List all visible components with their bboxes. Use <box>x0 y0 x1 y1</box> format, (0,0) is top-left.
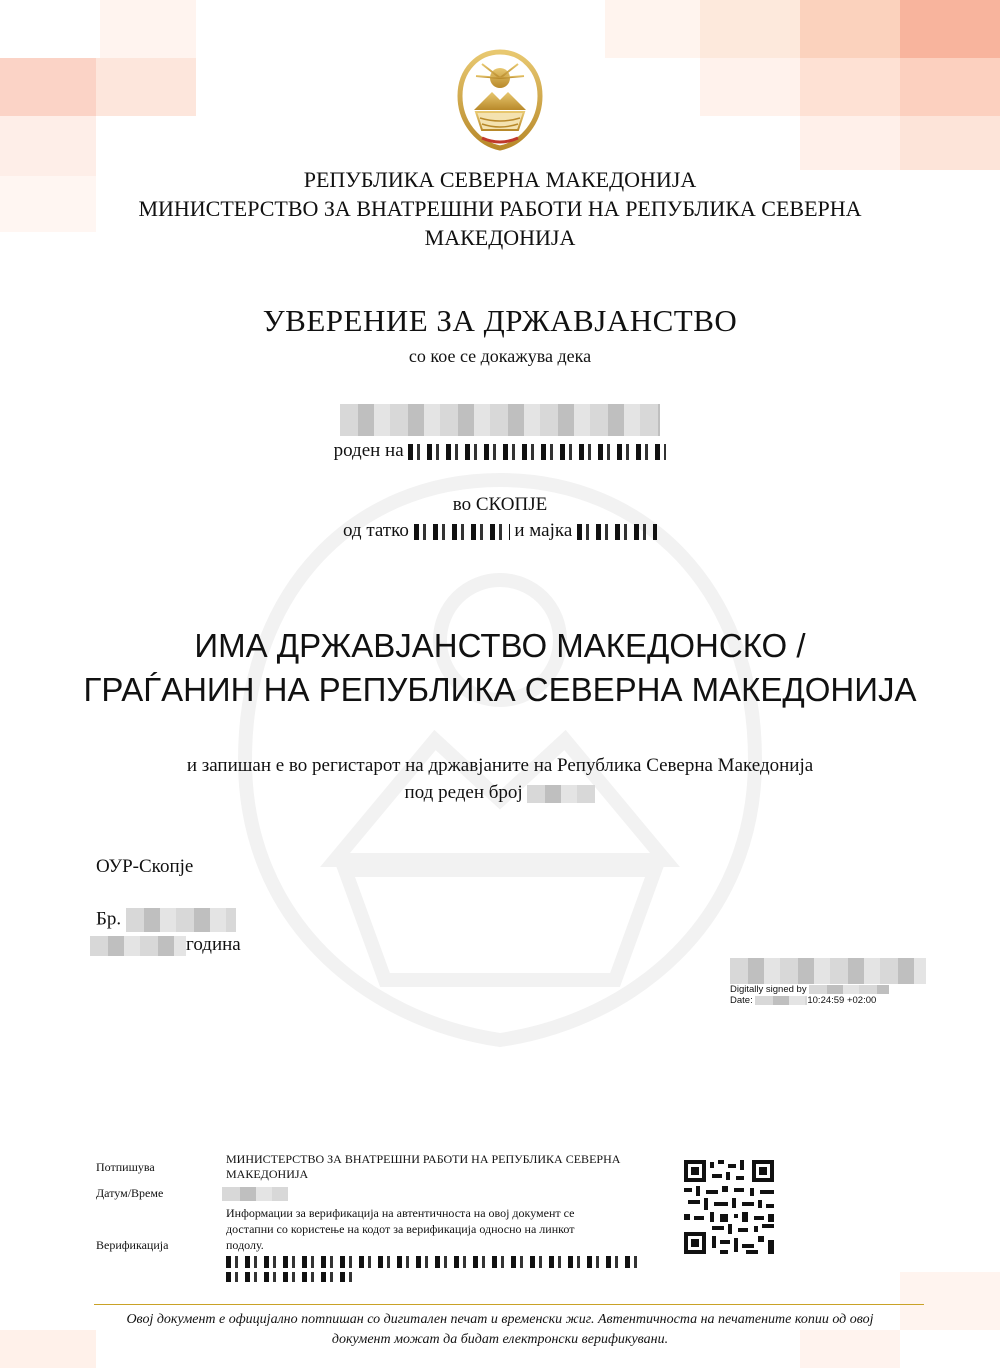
redacted-date <box>90 936 186 956</box>
signed-by-label: Digitally signed by <box>730 984 807 995</box>
redacted-mother <box>577 524 657 540</box>
main-statement-line2: ГРАЃАНИН НА РЕПУБЛИКА СЕВЕРНА МАКЕДОНИЈА <box>83 671 917 708</box>
qr-code-icon[interactable] <box>684 1160 774 1254</box>
verification-info <box>226 1205 656 1253</box>
verification-link[interactable] <box>226 1256 640 1268</box>
registry-number-label: под реден број <box>404 782 523 803</box>
verification-info-line3: подолу. <box>226 1238 264 1252</box>
footer-notice-line2: документ можат да бидат електронски верификувани. <box>331 1332 669 1347</box>
footer-signer-line2: МАКЕДОНИЈА <box>226 1167 309 1181</box>
signed-by-line <box>730 984 926 995</box>
footer-signer-line1: МИНИСТЕРСТВО ЗА ВНАТРЕШНИ РАБОТИ НА РЕПУБЛИКА СЕВЕРНА <box>226 1152 621 1166</box>
office-name: ОУР-Скопје <box>96 856 194 877</box>
document-title: УВЕРЕНИЕ ЗА ДРЖАВЈАНСТВО <box>262 303 738 338</box>
redacted-signature-date <box>755 996 807 1005</box>
year-label: година <box>186 934 241 955</box>
redacted-signer-name <box>809 985 889 994</box>
verification-label: Верификација <box>96 1238 169 1252</box>
signature-date-label: Date: <box>730 995 753 1006</box>
redacted-footer-datetime <box>222 1187 288 1201</box>
born-on-label: роден на <box>333 440 404 461</box>
digital-signature <box>730 958 926 1006</box>
birthplace: во СКОПЈЕ <box>452 494 548 515</box>
verification-info-line1: Информации за верификација на автентичноста на овој документ се <box>226 1206 575 1220</box>
document-subtitle: со кое се докажува дека <box>408 346 592 366</box>
redacted-father <box>414 524 510 540</box>
registry-info <box>0 752 1000 806</box>
main-statement-line1: ИМА ДРЖАВЈАНСТВО МАКЕДОНСКО / <box>194 627 806 664</box>
redacted-name <box>340 404 660 436</box>
verification-link-cont[interactable] <box>226 1272 358 1282</box>
registry-line2 <box>0 779 1000 806</box>
mother-label: и мајка <box>514 520 573 541</box>
verification-info-line2: достапни со користење на кодот за верификација односно на линкот <box>226 1222 575 1236</box>
signature-time: 10:24:59 +02:00 <box>807 995 877 1006</box>
footer-notice-line1: Овој документ е официјално потпишан со дигитален печат и временски жиг. Автентичноста на печатените копии од овој <box>126 1312 874 1327</box>
coat-of-arms-icon <box>452 48 548 152</box>
footer-signed-by-value <box>226 1152 656 1182</box>
father-label: од татко <box>342 520 409 541</box>
redacted-number <box>126 908 236 932</box>
year-line <box>90 934 241 956</box>
header-block <box>0 165 1000 252</box>
redacted-registry-number <box>527 785 595 803</box>
person-name <box>0 404 1000 436</box>
header-ministry: МИНИСТЕРСТВО ЗА ВНАТРЕШНИ РАБОТИ НА РЕПУБЛИКА СЕВЕРНА <box>138 196 862 221</box>
footer-signed-by-label: Потпишува <box>96 1160 155 1174</box>
header-ministry-cont: МАКЕДОНИЈА <box>424 225 576 250</box>
main-statement <box>0 624 1000 712</box>
parents-line <box>0 520 1000 542</box>
registry-line1: и запишан е во регистарот на државјаните на Република Северна Македонија <box>186 755 814 776</box>
header-country: РЕПУБЛИКА СЕВЕРНА МАКЕДОНИЈА <box>303 167 697 192</box>
signature-date-line <box>730 995 926 1006</box>
number-line <box>96 908 236 932</box>
footer-notice <box>0 1310 1000 1350</box>
redacted-signer <box>730 958 926 984</box>
birth-line <box>0 440 1000 462</box>
redacted-birthdate <box>408 444 666 460</box>
footer-datetime-label: Датум/Време <box>96 1186 164 1200</box>
number-label: Бр. <box>96 908 122 930</box>
footer-divider <box>94 1304 924 1305</box>
